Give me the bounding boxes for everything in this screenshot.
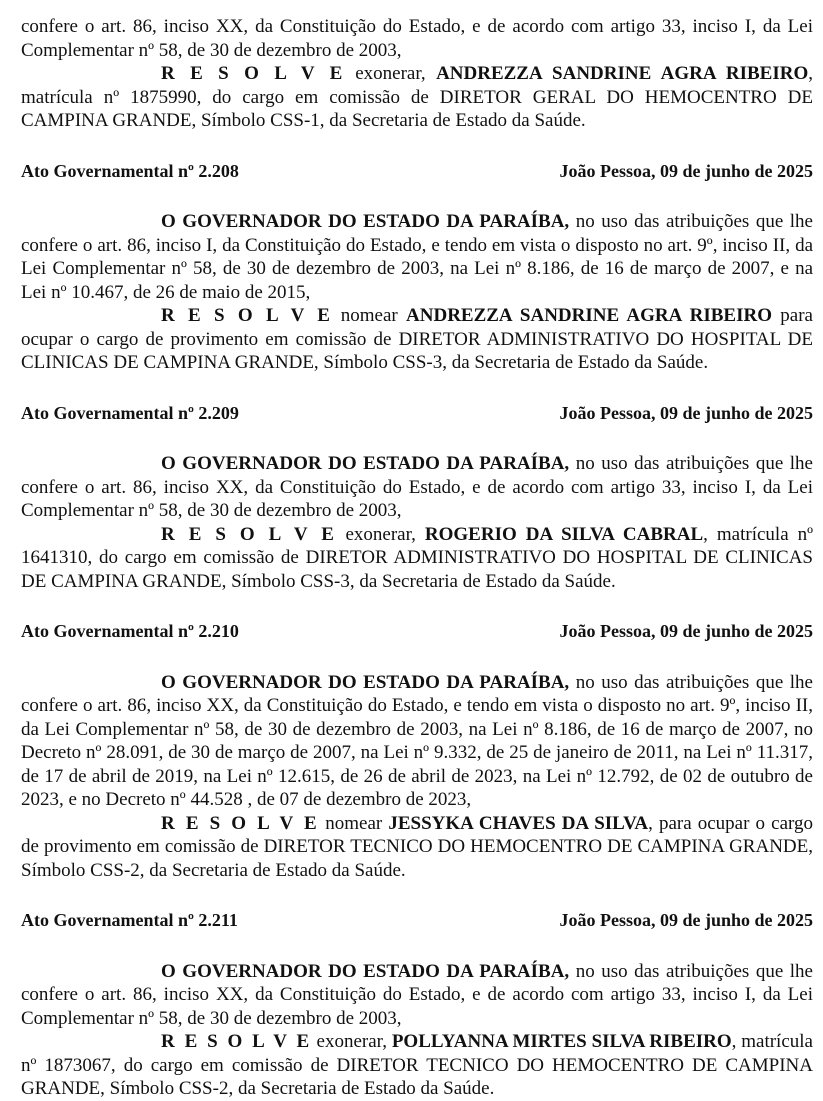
action-verb: nomear [319, 812, 389, 834]
preamble-paragraph [21, 210, 813, 304]
governor-heading: O GOVERNADOR DO ESTADO DA PARAÍBA, [161, 671, 570, 693]
act-title: Ato Governamental nº 2.210 [21, 621, 239, 641]
governor-heading: O GOVERNADOR DO ESTADO DA PARAÍBA, [161, 960, 570, 982]
resolution-text: , para ocupar o cargo de provimento em comissão de DIRETOR TECNICO DO HEMOCENTRO DE CAMPINA GRANDE, Símbolo CSS-2, da Secretaria de Estado da Saúde. [21, 812, 813, 881]
preamble-paragraph [21, 452, 813, 523]
person-name: ANDREZZA SANDRINE AGRA RIBEIRO [406, 305, 772, 326]
preamble-paragraph [21, 671, 813, 812]
action-verb: exonerar, [336, 523, 425, 545]
act-title: Ato Governamental nº 2.211 [21, 910, 238, 930]
preamble-text: no uso das atribuições que lhe confere o art. 86, inciso XX, da Constituição do Estado, e de acordo com artigo 33, inciso I, da Lei Complementar nº 58, de 30 de dezembro de 2003, [21, 960, 813, 1029]
resolution-paragraph [21, 62, 813, 133]
act-header [21, 160, 813, 184]
act-date: João Pessoa, 09 de junho de 2025 [559, 160, 813, 181]
resolution-paragraph [21, 1030, 813, 1101]
governor-heading: O GOVERNADOR DO ESTADO DA PARAÍBA, [161, 453, 570, 474]
resolve-keyword: R E S O L V E [161, 305, 333, 326]
resolution-paragraph [21, 523, 813, 594]
act-2209 [21, 402, 813, 594]
resolution-paragraph [21, 304, 813, 375]
resolve-keyword: R E S O L V E [161, 523, 337, 545]
person-name: ROGERIO DA SILVA CABRAL [424, 523, 704, 545]
resolution-paragraph [21, 812, 813, 883]
person-name: ANDREZZA SANDRINE AGRA RIBEIRO [436, 63, 809, 84]
resolve-keyword: R E S O L V E [161, 1031, 312, 1052]
person-name: POLLYANNA MIRTES SILVA RIBEIRO [391, 1031, 732, 1052]
resolution-text: , matrícula nº 1875990, do cargo em comissão de DIRETOR GERAL DO HEMOCENTRO DE CAMPINA GRANDE, Símbolo CSS-1, da Secretaria de Estado da Saúde. [21, 63, 813, 131]
act-2210 [21, 620, 813, 882]
resolution-text: , matrícula nº 1641310, do cargo em comissão de DIRETOR ADMINISTRATIVO DO HOSPITAL DE CLINICAS DE CAMPINA GRANDE, Símbolo CSS-3, da Secretaria de Estado da Saúde. [21, 523, 814, 592]
governor-heading: O GOVERNADOR DO ESTADO DA PARAÍBA, [161, 211, 570, 232]
act-date: João Pessoa, 09 de junho de 2025 [559, 621, 813, 641]
act-header [21, 909, 813, 933]
act-header [21, 402, 813, 426]
act-title: Ato Governamental nº 2.208 [21, 160, 239, 181]
preamble-text: no uso das atribuições que lhe confere o art. 86, inciso XX, da Constituição do Estado, e tendo em vista o disposto no art. 9º, inciso II, da Lei Complementar nº 58, de 30 de dezembro de 2003, na Lei nº 8.186, de 16 de março de 2007, no Decreto nº 28.091, de 30 de março de 2007, na Lei nº 9.332, de 25 de janeiro de 2011, na Lei nº 11.317, de 17 de abril de 2019, na Lei nº 12.615, de 26 de abril de 2023, na Lei nº 12.792, de 02 de outubro de 2023, e no Decreto nº 44.528 , de 07 de dezembro de 2023, [21, 671, 813, 810]
resolution-text: , matrícula nº 1873067, do cargo em comissão de DIRETOR TECNICO DO HEMOCENTRO DE CAMPINA GRANDE, Símbolo CSS-2, da Secretaria de Estado da Saúde. [21, 1031, 813, 1099]
act-2208 [21, 160, 813, 375]
act-date: João Pessoa, 09 de junho de 2025 [559, 402, 813, 423]
resolve-keyword: R E S O L V E [161, 63, 345, 84]
act-2211 [21, 909, 813, 1101]
act-date: João Pessoa, 09 de junho de 2025 [559, 910, 813, 930]
preamble-text: no uso das atribuições que lhe confere o art. 86, inciso XX, da Constituição do Estado, e de acordo com artigo 33, inciso I, da Lei Complementar nº 58, de 30 de dezembro de 2003, [21, 453, 813, 521]
resolution-text: para ocupar o cargo de provimento em comissão de DIRETOR ADMINISTRATIVO DO HOSPITAL DE CLINICAS DE CAMPINA GRANDE, Símbolo CSS-3, da Secretaria de Estado da Saúde. [21, 305, 813, 373]
action-verb: nomear [332, 305, 407, 326]
action-verb: exonerar, [311, 1031, 392, 1052]
act-header [21, 620, 813, 644]
preamble-text: no uso das atribuições que lhe confere o art. 86, inciso I, da Constituição do Estado, e tendo em vista o disposto no art. 9º, inciso II, da Lei Complementar nº 58, de 30 de dezembro de 2003, na Lei nº 8.186, de 16 de março de 2007, e na Lei nº 10.467, de 26 de maio de 2015, [21, 211, 813, 303]
act-title: Ato Governamental nº 2.209 [21, 402, 239, 423]
previous-act-tail [21, 0, 813, 133]
resolve-keyword: R E S O L V E [161, 812, 320, 834]
person-name: JESSYKA CHAVES DA SILVA [388, 812, 649, 834]
preamble-paragraph [21, 960, 813, 1031]
action-verb: exonerar, [344, 63, 437, 84]
preamble-tail: confere o art. 86, inciso XX, da Constituição do Estado, e de acordo com artigo 33, inciso I, da Lei Complementar nº 58, de 30 de dezembro de 2003, [21, 16, 813, 61]
